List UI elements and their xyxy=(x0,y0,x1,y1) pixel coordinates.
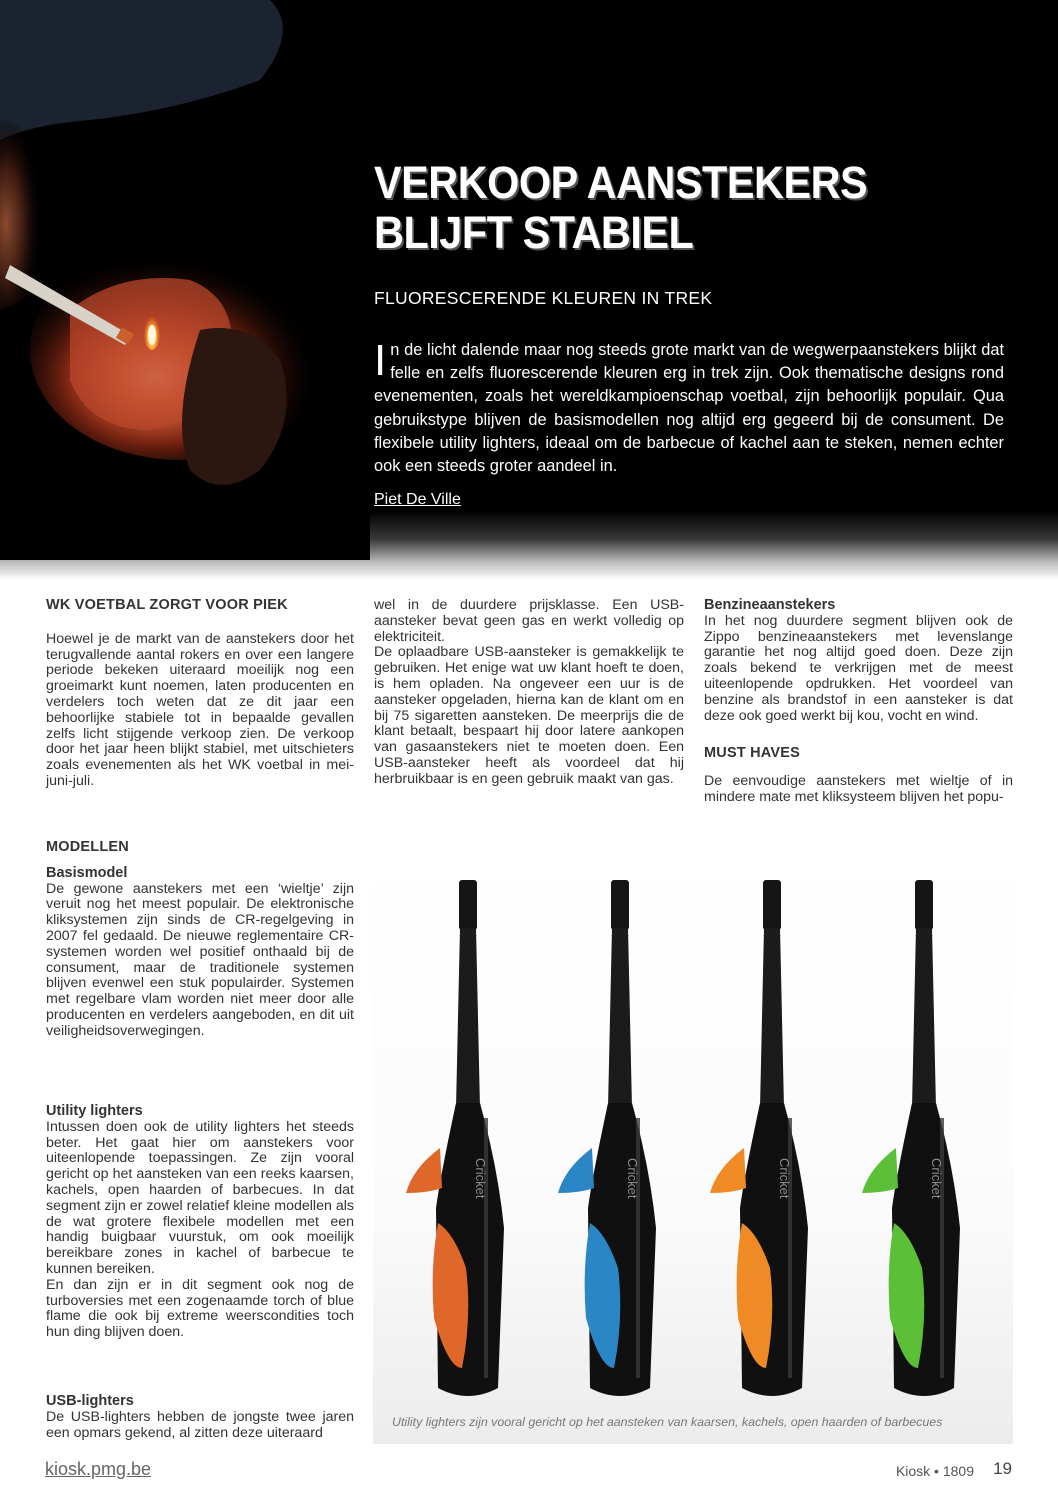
product-photo xyxy=(373,848,1013,1444)
heading-benzineaanstekers: Benzineaanstekers xyxy=(704,597,836,613)
page-title xyxy=(374,158,867,258)
page-number: 19 xyxy=(993,1459,1012,1478)
paragraph-usb-charge: De oplaadbare USB-aansteker is gemakkelijk te gebruiken. Het enige wat uw klant hoeft te doen, is hem opladen. Na ongeveer een uur is de aansteker opgeladen, hierna kan de klant om en bij 75 sigaretten aansteken. De meerprijs die de klant betaalt, bespaart hij door latere aankopen van gasaanstekers niet te moeten doen. Een USB-aansteker heeft als voordeel dat hij herbruikbaar is en geen gebruik maakt van gas. xyxy=(374,644,684,787)
column-2 xyxy=(374,598,684,788)
lighter-brand-label: Cricket xyxy=(929,1158,944,1199)
paragraph-basismodel: De gewone aanstekers met een ‘wieltje’ zijn veruit nog het meest populair. De elektronische kliksystemen zijn sinds de CR-regelgeving in 2007 fel gedaald. De nieuwe reglementaire CR-systemen worden wel positief onthaald bij de consument, maar de traditionele systemen blijven evenwel een stuk populairder. Systemen met regelbare vlam worden niet meer door alle producenten en verdelers aangeboden, en dit uit veiligheidsoverwegingen. xyxy=(46,880,354,1039)
paragraph-utility: Intussen doen ook de utility lighters het steeds beter. Het gaat hier om aanstekers voor uiteenlopende toepassingen. Ze zijn vooral gericht op het aansteken van een reeks kaarsen, kachels, open haarden of barbecues. In dat segment zijn er zowel relatief kleine modellen als de wat grotere flexibele modellen met een handig buigbaar vuurstuk, om ook moeilijk bereikbare zones in kachel of barbecue te kunnen bereiken. xyxy=(46,1118,354,1277)
subtitle: FLUORESCERENDE KLEUREN IN TREK xyxy=(374,288,713,308)
column-1-usb xyxy=(46,1394,354,1441)
hero-banner xyxy=(0,0,1058,580)
lighters-illustration xyxy=(373,848,1013,1444)
heading-utility-lighters: Utility lighters xyxy=(46,1103,143,1119)
title-line-2: BLIJFT STABIEL xyxy=(374,207,694,258)
lead-paragraph xyxy=(374,336,1004,478)
smoker-photo xyxy=(0,0,370,560)
footer-issue: Kiosk • 1809 xyxy=(895,1463,974,1479)
paragraph-usb: De USB-lighters hebben de jongste twee jaren een opmars gekend, al zitten deze uiteraard xyxy=(46,1408,354,1441)
lighter-brand-label: Cricket xyxy=(777,1158,792,1199)
footer-url-link[interactable]: kiosk.pmg.be xyxy=(45,1459,152,1479)
paragraph-wk: Hoewel je de markt van de aanstekers door het terugvallende aantal rokers en over een langere periode bekeken uiteraard moeilijk nog een groeimarkt kunt noemen, laten producenten en verdelers toch weten dat ze dit jaar een behoorlijke stabiele tot in bepaalde gevallen zelfs licht stijgende verkoop zien. De verkoop door het jaar heen blijkt stabiel, met uitschieters zoals evenementen als het WK voetbal in mei-juni-juli. xyxy=(46,630,354,789)
column-1-utility xyxy=(46,1104,354,1341)
photo-caption: Utility lighters zijn vooral gericht op het aansteken van kaarsen, kachels, open haarden of barbecues xyxy=(392,1415,943,1429)
lighter-1 xyxy=(406,880,504,1396)
title-line-1: VERKOOP AANSTEKERS xyxy=(374,157,868,208)
column-3 xyxy=(704,598,1013,806)
heading-wk-voetbal: WK VOETBAL ZORGT VOOR PIEK xyxy=(46,597,288,613)
lighter-brand-label: Cricket xyxy=(473,1158,488,1199)
lighter-brand-label: Cricket xyxy=(625,1158,640,1199)
column-1-top xyxy=(46,598,354,790)
heading-modellen: MODELLEN xyxy=(46,839,129,855)
heading-usb-lighters: USB-lighters xyxy=(46,1393,134,1409)
paragraph-benzine: In het nog duurdere segment blijven ook de Zippo benzineaanstekers met levenslange garantie het nog altijd goed doen. Deze zijn zoals bekend te verkrijgen met de meest uiteenlopende opdrukken. Het voordeel van benzine als brandstof in een aansteker is dat deze ook goed werkt bij kou, vocht en wind. xyxy=(704,612,1013,724)
paragraph-usb-cont: wel in de duurdere prijsklasse. Een USB-aansteker bevat geen gas en werkt volledig op elektriciteit. xyxy=(374,597,684,645)
author-byline: Piet De Ville xyxy=(374,491,461,508)
lighter-3 xyxy=(710,880,808,1396)
lighter-2 xyxy=(558,880,656,1396)
lighter-4 xyxy=(862,880,960,1396)
paragraph-must-haves: De eenvoudige aanstekers met wieltje of in mindere mate met kliksysteem blijven het popu- xyxy=(704,773,1013,805)
column-1-models xyxy=(46,840,354,1040)
heading-must-haves: MUST HAVES xyxy=(704,745,800,762)
drop-cap: I xyxy=(374,336,387,385)
lead-text: n de licht dalende maar nog steeds grote markt van de wegwerpaanstekers blijkt dat felle en zelfs fluorescerende kleuren erg in trek zijn. Ook thematische designs rond evenementen, zoals het wereldkampioenschap voetbal, zijn behoorlijk populair. Qua gebruikstype blijven de basismodellen nog altijd erg gegeerd bij de consument. De flexibele utility lighters, ideaal om de barbecue of kachel aan te steken, nemen echter ook een steeds groter aandeel in. xyxy=(374,341,1004,476)
paragraph-utility-2: En dan zijn er in dit segment ook nog de turboversies met een zogenaamde torch of blue flame die ook bij extreme weerscondities toch hun ding blijven doen. xyxy=(46,1276,354,1341)
heading-basismodel: Basismodel xyxy=(46,864,128,881)
